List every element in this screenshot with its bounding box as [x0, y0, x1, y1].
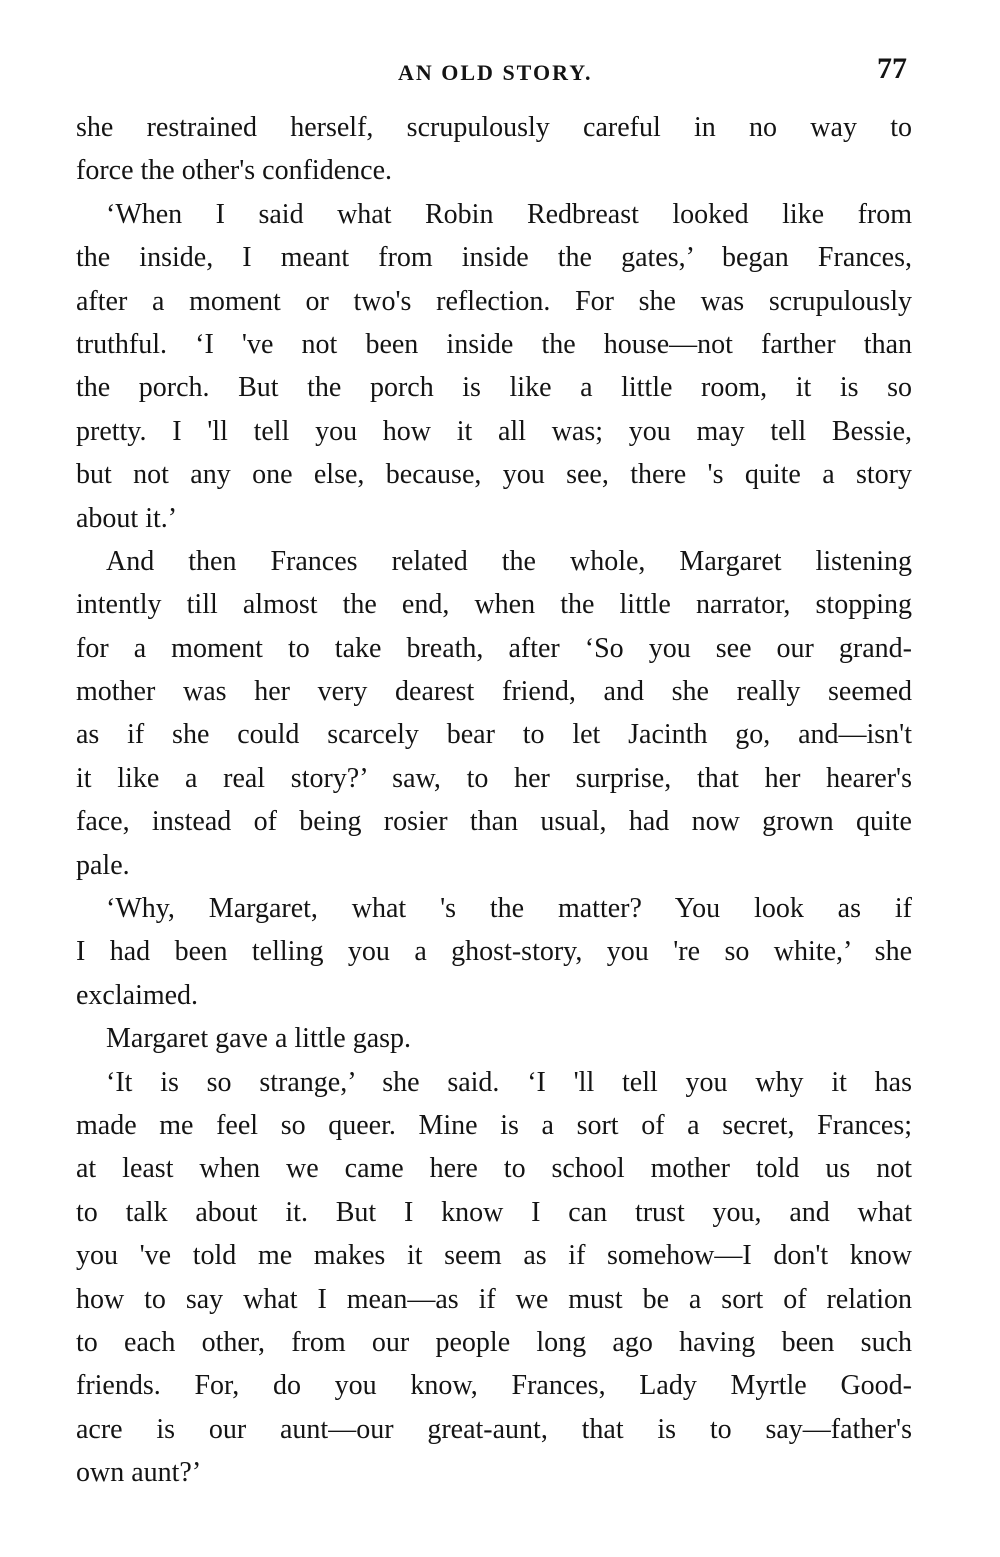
- running-head: [0, 52, 1000, 92]
- text-line: ‘It is so strange,’ she said. ‘I 'll tell you why it has: [106, 1066, 912, 1098]
- text-line: as if she could scarcely bear to let Jacinth go, and—isn't: [76, 719, 912, 751]
- text-line: the porch. But the porch is like a little room, it is so: [76, 372, 912, 404]
- text-line: force the other's confidence.: [76, 155, 392, 187]
- text-line: for a moment to take breath, after ‘So you see our grand-: [76, 632, 912, 664]
- text-line: at least when we came here to school mother told us not: [76, 1153, 912, 1185]
- text-line: Margaret gave a little gasp.: [106, 1023, 412, 1055]
- text-line: about it.’: [76, 502, 178, 534]
- text-line: own aunt?’: [76, 1457, 202, 1489]
- text-line: pretty. I 'll tell you how it all was; you may tell Bessie,: [76, 415, 912, 447]
- text-line: ‘Why, Margaret, what 's the matter? You look as if: [106, 893, 912, 925]
- page-number: 77: [877, 52, 907, 85]
- text-line: after a moment or two's reflection. For she was scrupulously: [76, 285, 912, 317]
- text-line: face, instead of being rosier than usual, had now grown quite: [76, 806, 912, 838]
- text-line: friends. For, do you know, Frances, Lady Myrtle Good-: [76, 1370, 912, 1402]
- text-line: mother was her very dearest friend, and she really seemed: [76, 676, 912, 708]
- text-line: pale.: [76, 849, 130, 881]
- text-line: the inside, I meant from inside the gates,’ began Frances,: [76, 242, 912, 274]
- text-line: And then Frances related the whole, Margaret listening: [106, 545, 912, 577]
- text-line: to each other, from our people long ago having been such: [76, 1326, 912, 1358]
- text-line: to talk about it. But I know I can trust you, and what: [76, 1196, 912, 1228]
- text-line: you 've told me makes it seem as if somehow—I don't know: [76, 1240, 912, 1272]
- running-title: AN OLD STORY.: [398, 60, 593, 85]
- text-line: I had been telling you a ghost-story, you 're so white,’ she: [76, 936, 912, 968]
- text-line: how to say what I mean—as if we must be a sort of relation: [76, 1283, 912, 1315]
- text-line: ‘When I said what Robin Redbreast looked like from: [106, 198, 912, 230]
- text-line: truthful. ‘I 've not been inside the house—not farther than: [76, 328, 912, 360]
- text-line: intently till almost the end, when the little narrator, stopping: [76, 589, 912, 621]
- text-line: exclaimed.: [76, 979, 199, 1011]
- text-line: acre is our aunt—our great-aunt, that is to say—father's: [76, 1413, 912, 1445]
- text-line: made me feel so queer. Mine is a sort of a secret, Frances;: [76, 1109, 912, 1141]
- text-line: but not any one else, because, you see, there 's quite a story: [76, 459, 912, 491]
- text-body: [76, 106, 912, 1495]
- text-line: it like a real story?’ saw, to her surprise, that her hearer's: [76, 762, 912, 794]
- text-line: she restrained herself, scrupulously careful in no way to: [76, 112, 912, 143]
